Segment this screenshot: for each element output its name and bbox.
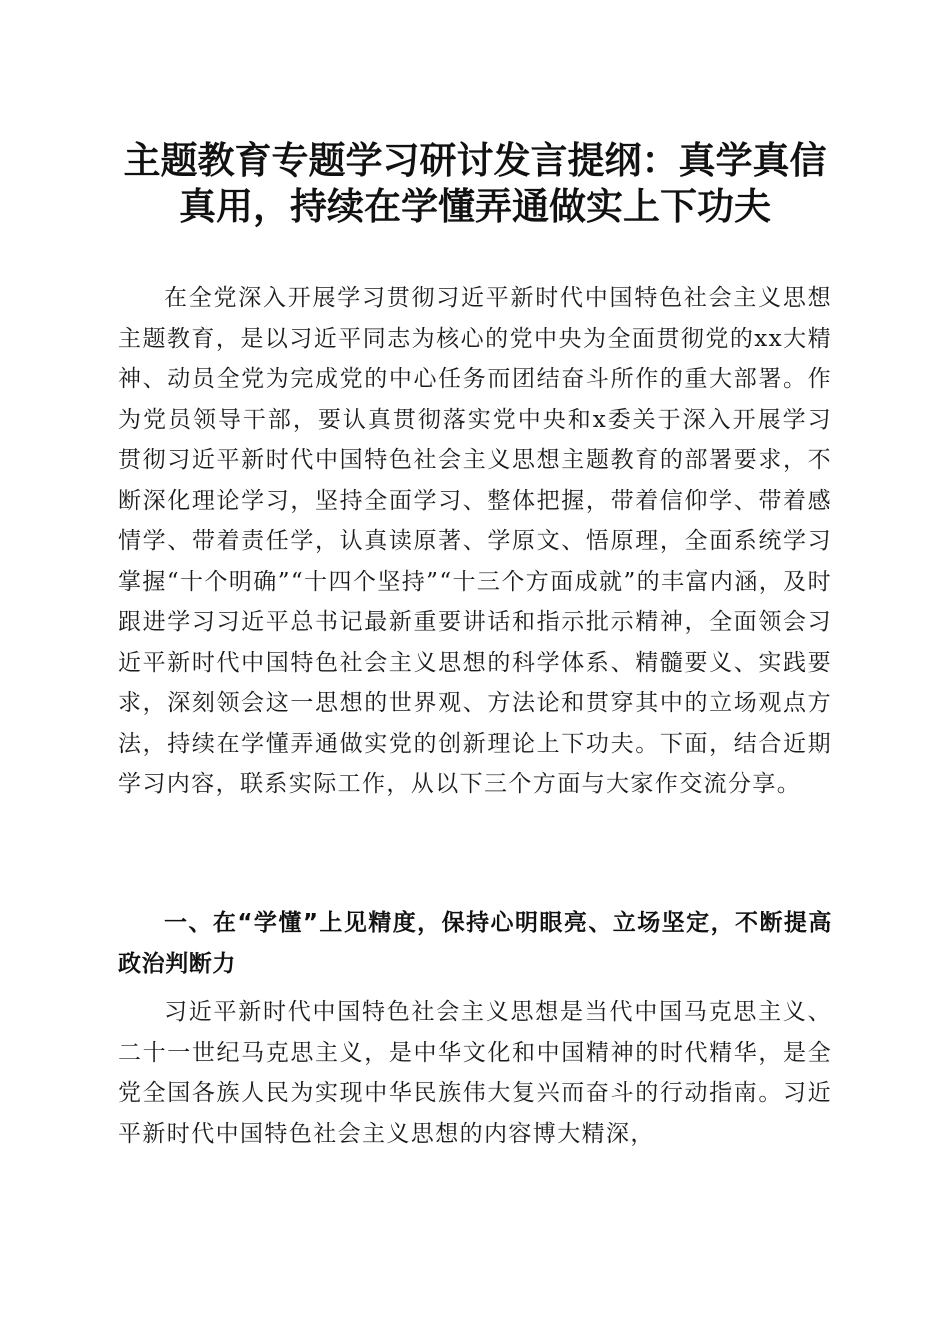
- body-paragraph-intro: 在全党深入开展学习贯彻习近平新时代中国特色社会主义思想主题教育，是以习近平同志为核心的党中央为全面贯彻党的xx大精神、动员全党为完成党的中心任务而团结奋斗所作的重大部署。作为党员领导干部，要认真贯彻落实党中央和x委关于深入开展学习贯彻习近平新时代中国特色社会主义思想主题教育的部署要求，不断深化理论学习，坚持全面学习、整体把握，带着信仰学、带着感情学、带着责任学，认真读原著、学原文、悟原理，全面系统学习掌握“十个明确”“十四个坚持”“十三个方面成就”的丰富内涵，及时跟进学习习近平总书记最新重要讲话和指示批示精神，全面领会习近平新时代中国特色社会主义思想的科学体系、精髓要义、实践要求，深刻领会这一思想的世界观、方法论和贯穿其中的立场观点方法，持续在学懂弄通做实党的创新理论上下功夫。下面，结合近期学习内容，联系实际工作，从以下三个方面与大家作交流分享。: [118, 285, 832, 797]
- section-heading-1: 一、在“学懂”上见精度，保持心明眼亮、立场坚定，不断提高政治判断力: [118, 910, 832, 977]
- body-paragraph-section-1: 习近平新时代中国特色社会主义思想是当代中国马克思主义、二十一世纪马克思主义，是中华文化和中国精神的时代精华，是全党全国各族人民为实现中华民族伟大复兴而奋斗的行动指南。习近平新时代中国特色社会主义思想的内容博大精深，: [118, 999, 832, 1147]
- document-title: 主题教育专题学习研讨发言提纲：真学真信真用，持续在学懂弄通做实上下功夫: [123, 138, 827, 228]
